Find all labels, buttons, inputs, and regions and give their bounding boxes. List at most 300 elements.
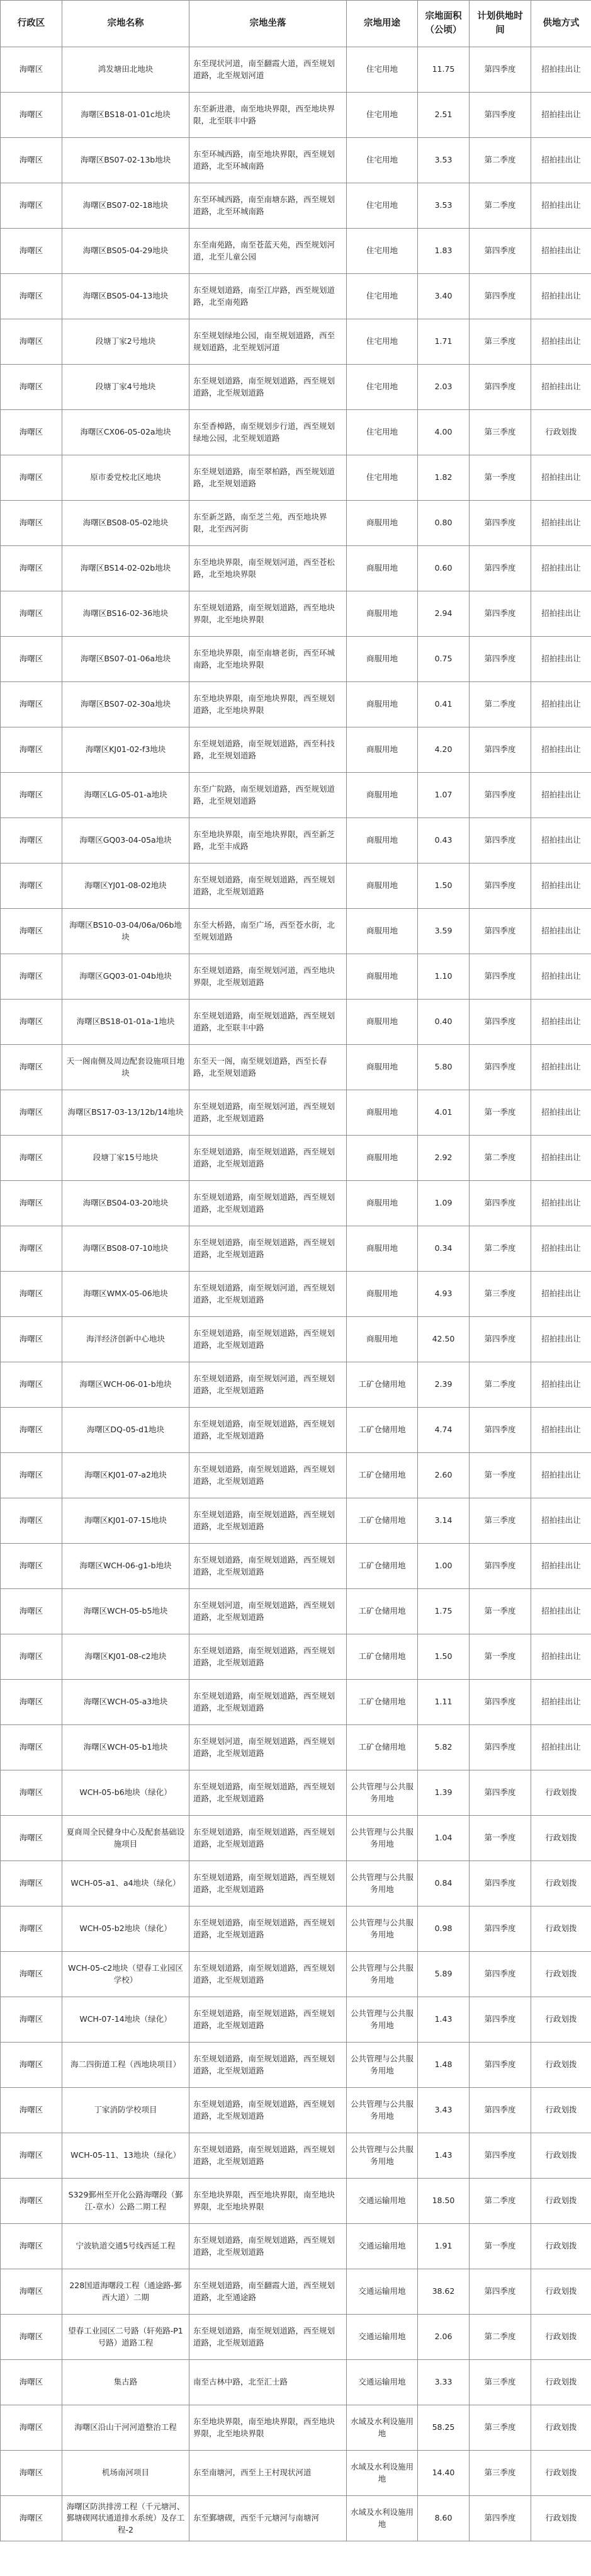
- cell-location: 东至规划道路，南至规划河道，西至规划道路，北至规划道路: [189, 1272, 347, 1317]
- cell-area: 1.11: [418, 1680, 470, 1725]
- cell-district: 海曙区: [1, 319, 62, 365]
- cell-location: 东至南塘河，西至上王村现状河道: [189, 2451, 347, 2496]
- cell-parcel-name: 段塘丁家2号地块: [62, 319, 189, 365]
- cell-district: 海曙区: [1, 1634, 62, 1680]
- cell-land-use: 商服用地: [347, 1090, 418, 1136]
- table-row: [1, 2224, 591, 2269]
- cell-district: 海曙区: [1, 1181, 62, 1226]
- cell-land-use: 工矿仓储用地: [347, 1408, 418, 1453]
- cell-location: 东至地块界限，南至地块界限，西至规划道路，北至地块界限: [189, 682, 347, 727]
- cell-land-use: 商服用地: [347, 1317, 418, 1362]
- cell-supply-method: 行政划拨: [531, 410, 591, 455]
- cell-supply-time: 第一季度: [470, 455, 531, 501]
- cell-land-use: 工矿仓储用地: [347, 1498, 418, 1544]
- cell-district: 海曙区: [1, 2043, 62, 2088]
- cell-parcel-name: WCH-07-14地块（绿化）: [62, 1997, 189, 2043]
- cell-parcel-name: 海曙区BS14-02-02b地块: [62, 546, 189, 591]
- cell-land-use: 住宅用地: [347, 455, 418, 501]
- cell-supply-time: 第四季度: [470, 2133, 531, 2179]
- cell-district: 海曙区: [1, 1226, 62, 1272]
- cell-supply-method: 招拍挂出让: [531, 1589, 591, 1634]
- cell-supply-time: 第四季度: [470, 229, 531, 274]
- cell-supply-time: 第四季度: [470, 1181, 531, 1226]
- cell-area: 5.89: [418, 1952, 470, 1997]
- cell-land-use: 公共管理与公共服务用地: [347, 1952, 418, 1997]
- table-row: [1, 2133, 591, 2179]
- cell-parcel-name: 天一阁南侧及周边配套设施项目地块: [62, 1045, 189, 1090]
- cell-supply-method: 招拍挂出让: [531, 47, 591, 93]
- cell-parcel-name: 海曙区BS16-02-36地块: [62, 591, 189, 637]
- cell-supply-time: 第三季度: [470, 2451, 531, 2496]
- cell-supply-time: 第四季度: [470, 1408, 531, 1453]
- cell-land-use: 公共管理与公共服务用地: [347, 1997, 418, 2043]
- cell-supply-time: 第四季度: [470, 727, 531, 773]
- cell-supply-method: 招拍挂出让: [531, 546, 591, 591]
- cell-area: 1.43: [418, 2133, 470, 2179]
- cell-parcel-name: WCH-05-11、13地块（绿化）: [62, 2133, 189, 2179]
- table-row: [1, 1906, 591, 1952]
- header-land-use: 宗地用途: [347, 1, 418, 47]
- cell-parcel-name: 原市委党校北区地块: [62, 455, 189, 501]
- cell-supply-time: 第四季度: [470, 1770, 531, 1816]
- cell-supply-time: 第四季度: [470, 93, 531, 138]
- cell-land-use: 工矿仓储用地: [347, 1725, 418, 1770]
- cell-area: 1.00: [418, 1544, 470, 1589]
- cell-parcel-name: 机场南河项目: [62, 2451, 189, 2496]
- cell-parcel-name: 228国道海曙段工程（通途路-鄞西大道）二期: [62, 2269, 189, 2315]
- cell-parcel-name: 海曙区BS07-02-30a地块: [62, 682, 189, 727]
- cell-area: 2.03: [418, 365, 470, 410]
- cell-area: 1.50: [418, 1634, 470, 1680]
- cell-district: 海曙区: [1, 909, 62, 954]
- cell-area: 0.41: [418, 682, 470, 727]
- cell-land-use: 水域及水利设施用地: [347, 2451, 418, 2496]
- table-row: [1, 410, 591, 455]
- cell-district: 海曙区: [1, 2269, 62, 2315]
- cell-district: 海曙区: [1, 1408, 62, 1453]
- cell-parcel-name: 海曙区BS07-01-06a地块: [62, 637, 189, 682]
- cell-location: 东至规划道路，南至规划河道，西至地块界限，北至规划道路: [189, 954, 347, 1000]
- cell-supply-method: 招拍挂出让: [531, 365, 591, 410]
- table-row: [1, 1997, 591, 2043]
- cell-supply-method: 招拍挂出让: [531, 455, 591, 501]
- cell-location: 东至规划道路，南至规划道路，西至规划道路，北至规划道路: [189, 1317, 347, 1362]
- cell-land-use: 公共管理与公共服务用地: [347, 1861, 418, 1906]
- cell-location: 东至规划道路，南至规划道路，西至规划道路，北至规划道路: [189, 2088, 347, 2133]
- cell-location: 东至地块界限，南至南塘老街，西至环城南路，北至地块界限: [189, 637, 347, 682]
- cell-location: 东至南苑路，南至苍蓝天苑，西至规划河道，北至儿童公园: [189, 229, 347, 274]
- cell-supply-method: 行政划拨: [531, 2088, 591, 2133]
- cell-location: 东至规划道路，南至规划河道，西至规划道路，北至规划道路: [189, 1090, 347, 1136]
- cell-land-use: 住宅用地: [347, 183, 418, 229]
- cell-district: 海曙区: [1, 138, 62, 183]
- cell-parcel-name: 宁波轨道交通5号线西延工程: [62, 2224, 189, 2269]
- cell-location: 东至新芝路，南至芝兰苑，西至地块界限，北至西河街: [189, 501, 347, 546]
- cell-parcel-name: 海曙区WMX-05-06地块: [62, 1272, 189, 1317]
- cell-supply-method: 行政划拨: [531, 2133, 591, 2179]
- header-row: [1, 1, 591, 47]
- cell-district: 海曙区: [1, 47, 62, 93]
- cell-district: 海曙区: [1, 1498, 62, 1544]
- cell-land-use: 商服用地: [347, 818, 418, 863]
- cell-land-use: 商服用地: [347, 1136, 418, 1181]
- cell-parcel-name: 海曙区KJ01-07-a2地块: [62, 1453, 189, 1498]
- cell-land-use: 交通运输用地: [347, 2269, 418, 2315]
- cell-land-use: 住宅用地: [347, 138, 418, 183]
- cell-supply-time: 第二季度: [470, 183, 531, 229]
- cell-location: 东至广院路，南至规划道路，西至规划道路，北至规划道路: [189, 773, 347, 818]
- cell-parcel-name: 夏商周全民健身中心及配套基础设施项目: [62, 1816, 189, 1861]
- cell-supply-method: 招拍挂出让: [531, 1226, 591, 1272]
- cell-area: 8.60: [418, 2496, 470, 2541]
- cell-parcel-name: 海洋经济创新中心地块: [62, 1317, 189, 1362]
- table-row: [1, 682, 591, 727]
- cell-supply-time: 第三季度: [470, 1272, 531, 1317]
- cell-supply-method: 行政划拨: [531, 1997, 591, 2043]
- cell-district: 海曙区: [1, 1725, 62, 1770]
- cell-area: 3.43: [418, 2088, 470, 2133]
- cell-supply-time: 第二季度: [470, 2179, 531, 2224]
- cell-location: 东至规划道路，南至规划道路，西至规划道路，北至规划道路: [189, 1770, 347, 1816]
- cell-supply-time: 第四季度: [470, 773, 531, 818]
- cell-supply-time: 第四季度: [470, 909, 531, 954]
- cell-parcel-name: 海曙区WCH-06-g1-b地块: [62, 1544, 189, 1589]
- cell-location: 东至规划道路，南至翠柏路，西至规划道路，北至规划道路: [189, 455, 347, 501]
- table-row: [1, 909, 591, 954]
- table-row: [1, 455, 591, 501]
- cell-supply-time: 第四季度: [470, 637, 531, 682]
- cell-district: 海曙区: [1, 229, 62, 274]
- cell-supply-time: 第二季度: [470, 2315, 531, 2360]
- cell-district: 海曙区: [1, 682, 62, 727]
- cell-supply-method: 招拍挂出让: [531, 1680, 591, 1725]
- cell-area: 4.01: [418, 1090, 470, 1136]
- cell-supply-time: 第四季度: [470, 2496, 531, 2541]
- cell-area: 0.80: [418, 501, 470, 546]
- cell-supply-time: 第四季度: [470, 2269, 531, 2315]
- cell-land-use: 商服用地: [347, 727, 418, 773]
- cell-supply-method: 行政划拨: [531, 2269, 591, 2315]
- table-row: [1, 1816, 591, 1861]
- cell-supply-method: 行政划拨: [531, 1816, 591, 1861]
- cell-parcel-name: 海曙区GQ03-04-05a地块: [62, 818, 189, 863]
- cell-area: 1.39: [418, 1770, 470, 1816]
- cell-location: 东至规划道路，南至规划道路，西至规划道路，北至规划道路: [189, 1906, 347, 1952]
- cell-supply-method: 行政划拨: [531, 1861, 591, 1906]
- cell-parcel-name: 海曙区LG-05-01-a地块: [62, 773, 189, 818]
- cell-supply-method: 招拍挂出让: [531, 1136, 591, 1181]
- cell-district: 海曙区: [1, 727, 62, 773]
- cell-parcel-name: 海曙区YJ01-08-02地块: [62, 863, 189, 909]
- table-row: [1, 591, 591, 637]
- cell-supply-time: 第三季度: [470, 2405, 531, 2451]
- cell-supply-time: 第三季度: [470, 319, 531, 365]
- cell-location: 东至规划道路，南至规划道路，西至规划道路，北至规划道路: [189, 2224, 347, 2269]
- cell-district: 海曙区: [1, 2179, 62, 2224]
- cell-district: 海曙区: [1, 501, 62, 546]
- cell-land-use: 交通运输用地: [347, 2179, 418, 2224]
- cell-district: 海曙区: [1, 637, 62, 682]
- cell-land-use: 住宅用地: [347, 319, 418, 365]
- table-row: [1, 365, 591, 410]
- table-row: [1, 1136, 591, 1181]
- cell-supply-method: 招拍挂出让: [531, 1181, 591, 1226]
- cell-district: 海曙区: [1, 1770, 62, 1816]
- cell-district: 海曙区: [1, 2451, 62, 2496]
- cell-district: 海曙区: [1, 410, 62, 455]
- table-row: [1, 2043, 591, 2088]
- cell-parcel-name: S329鄞州至开化公路海曙段（鄞江-章水）公路二期工程: [62, 2179, 189, 2224]
- cell-parcel-name: 海曙区WCH-06-01-b地块: [62, 1362, 189, 1408]
- cell-supply-method: 招拍挂出让: [531, 1000, 591, 1045]
- cell-district: 海曙区: [1, 2360, 62, 2405]
- cell-supply-method: 招拍挂出让: [531, 1544, 591, 1589]
- cell-parcel-name: WCH-05-b6地块（绿化）: [62, 1770, 189, 1816]
- cell-land-use: 水域及水利设施用地: [347, 2496, 418, 2541]
- cell-area: 4.00: [418, 410, 470, 455]
- table-row: [1, 183, 591, 229]
- cell-land-use: 公共管理与公共服务用地: [347, 2088, 418, 2133]
- cell-location: 东至鄞塘碶，西至千元塘河与南塘河: [189, 2496, 347, 2541]
- cell-supply-time: 第四季度: [470, 1045, 531, 1090]
- cell-land-use: 工矿仓储用地: [347, 1544, 418, 1589]
- cell-area: 1.10: [418, 954, 470, 1000]
- cell-district: 海曙区: [1, 1589, 62, 1634]
- cell-supply-time: 第一季度: [470, 1589, 531, 1634]
- cell-district: 海曙区: [1, 1816, 62, 1861]
- cell-district: 海曙区: [1, 591, 62, 637]
- cell-supply-time: 第四季度: [470, 863, 531, 909]
- cell-land-use: 水域及水利设施用地: [347, 2405, 418, 2451]
- cell-land-use: 商服用地: [347, 1181, 418, 1226]
- cell-land-use: 交通运输用地: [347, 2224, 418, 2269]
- cell-supply-method: 行政划拨: [531, 1770, 591, 1816]
- cell-parcel-name: 海二四街道工程（西地块项目）: [62, 2043, 189, 2088]
- cell-supply-method: 招拍挂出让: [531, 863, 591, 909]
- cell-location: 东至规划道路，南至规划道路，西至规划道路，北至规划道路: [189, 1952, 347, 1997]
- cell-land-use: 商服用地: [347, 863, 418, 909]
- cell-district: 海曙区: [1, 773, 62, 818]
- cell-parcel-name: 丁家消防学校项目: [62, 2088, 189, 2133]
- cell-district: 海曙区: [1, 365, 62, 410]
- table-row: [1, 138, 591, 183]
- cell-area: 11.75: [418, 47, 470, 93]
- cell-parcel-name: 望春工业园区二号路（轩苑路-P1号路）道路工程: [62, 2315, 189, 2360]
- cell-supply-method: 行政划拨: [531, 2315, 591, 2360]
- table-body: [1, 47, 591, 2541]
- cell-supply-time: 第一季度: [470, 1453, 531, 1498]
- cell-district: 海曙区: [1, 818, 62, 863]
- cell-land-use: 公共管理与公共服务用地: [347, 1906, 418, 1952]
- header-district: 行政区: [1, 1, 62, 47]
- cell-district: 海曙区: [1, 93, 62, 138]
- cell-location: 东至规划道路，南至规划道路，西至规划道路，北至规划道路: [189, 1861, 347, 1906]
- cell-district: 海曙区: [1, 1045, 62, 1090]
- cell-parcel-name: 海曙区BS07-02-18地块: [62, 183, 189, 229]
- cell-area: 5.80: [418, 1045, 470, 1090]
- cell-location: 东至规划道路，南至规划河道，西至规划道路，北至规划道路: [189, 1362, 347, 1408]
- cell-parcel-name: 海曙区BS08-07-10地块: [62, 1226, 189, 1272]
- cell-land-use: 住宅用地: [347, 229, 418, 274]
- cell-area: 2.39: [418, 1362, 470, 1408]
- table-row: [1, 1634, 591, 1680]
- cell-land-use: 工矿仓储用地: [347, 1589, 418, 1634]
- cell-supply-method: 招拍挂出让: [531, 818, 591, 863]
- table-row: [1, 1181, 591, 1226]
- cell-location: 东至规划道路，南至规划道路，西至规划道路，北至规划道路: [189, 863, 347, 909]
- cell-area: 0.75: [418, 637, 470, 682]
- cell-area: 14.40: [418, 2451, 470, 2496]
- cell-area: 1.07: [418, 773, 470, 818]
- cell-location: 东至地块界限，南至地块界限，西至新芝路，北至丰成路: [189, 818, 347, 863]
- cell-land-use: 商服用地: [347, 637, 418, 682]
- cell-supply-time: 第一季度: [470, 1634, 531, 1680]
- cell-supply-method: 行政划拨: [531, 2496, 591, 2541]
- cell-land-use: 住宅用地: [347, 93, 418, 138]
- cell-parcel-name: 海曙区WCH-05-a3地块: [62, 1680, 189, 1725]
- cell-area: 1.50: [418, 863, 470, 909]
- cell-supply-time: 第四季度: [470, 501, 531, 546]
- cell-area: 3.53: [418, 138, 470, 183]
- table-row: [1, 954, 591, 1000]
- cell-district: 海曙区: [1, 1952, 62, 1997]
- cell-location: 东至规划道路，南至规划道路，西至规划道路，北至规划道路: [189, 1498, 347, 1544]
- cell-district: 海曙区: [1, 1317, 62, 1362]
- cell-land-use: 公共管理与公共服务用地: [347, 2133, 418, 2179]
- cell-location: 东至规划道路，南至规划道路，西至规划道路，北至规划道路: [189, 1226, 347, 1272]
- cell-area: 4.74: [418, 1408, 470, 1453]
- cell-supply-method: 招拍挂出让: [531, 1272, 591, 1317]
- cell-area: 58.25: [418, 2405, 470, 2451]
- cell-land-use: 工矿仓储用地: [347, 1680, 418, 1725]
- table-row: [1, 1544, 591, 1589]
- table-row: [1, 1226, 591, 1272]
- cell-supply-method: 行政划拨: [531, 2224, 591, 2269]
- cell-location: 东至规划道路，南至规划道路，西至规划道路，北至规划道路: [189, 1997, 347, 2043]
- cell-area: 0.98: [418, 1906, 470, 1952]
- cell-supply-time: 第四季度: [470, 47, 531, 93]
- cell-supply-time: 第一季度: [470, 1090, 531, 1136]
- cell-location: 东至规划绿地公园，南至规划道路，西至规划道路，北至规划河道: [189, 319, 347, 365]
- cell-supply-time: 第二季度: [470, 1226, 531, 1272]
- cell-supply-method: 招拍挂出让: [531, 591, 591, 637]
- cell-district: 海曙区: [1, 1997, 62, 2043]
- cell-area: 0.60: [418, 546, 470, 591]
- cell-area: 1.04: [418, 1816, 470, 1861]
- cell-area: 2.92: [418, 1136, 470, 1181]
- cell-supply-method: 招拍挂出让: [531, 229, 591, 274]
- cell-area: 0.34: [418, 1226, 470, 1272]
- header-supply-time: 计划供地时间: [470, 1, 531, 47]
- cell-parcel-name: 集古路: [62, 2360, 189, 2405]
- cell-district: 海曙区: [1, 274, 62, 319]
- cell-parcel-name: 海曙区BS17-03-13/12b/14地块: [62, 1090, 189, 1136]
- cell-location: 东至大桥路，南至广场，西至苍水街，北至规划道路: [189, 909, 347, 954]
- cell-parcel-name: WCH-05-c2地块（望春工业园区学校）: [62, 1952, 189, 1997]
- cell-supply-method: 招拍挂出让: [531, 1317, 591, 1362]
- cell-location: 东至地块界限，南至地块界限，西至地块界限，北至地块界限: [189, 2405, 347, 2451]
- cell-supply-method: 招拍挂出让: [531, 682, 591, 727]
- cell-area: 2.60: [418, 1453, 470, 1498]
- cell-parcel-name: 海曙区BS08-05-02地块: [62, 501, 189, 546]
- cell-land-use: 工矿仓储用地: [347, 1634, 418, 1680]
- cell-area: 4.93: [418, 1272, 470, 1317]
- cell-parcel-name: WCH-05-b2地块（绿化）: [62, 1906, 189, 1952]
- cell-supply-method: 行政划拨: [531, 1952, 591, 1997]
- table-row: [1, 773, 591, 818]
- cell-parcel-name: 鸿发塘田北地块: [62, 47, 189, 93]
- table-header: [1, 1, 591, 47]
- table-row: [1, 1090, 591, 1136]
- cell-supply-time: 第四季度: [470, 591, 531, 637]
- cell-parcel-name: 海曙区CX06-05-02a地块: [62, 410, 189, 455]
- cell-area: 18.50: [418, 2179, 470, 2224]
- table-row: [1, 319, 591, 365]
- cell-area: 1.09: [418, 1181, 470, 1226]
- cell-parcel-name: 海曙区沿山干河河道整治工程: [62, 2405, 189, 2451]
- cell-supply-method: 招拍挂出让: [531, 138, 591, 183]
- cell-supply-method: 招拍挂出让: [531, 637, 591, 682]
- cell-supply-method: 行政划拨: [531, 2405, 591, 2451]
- cell-district: 海曙区: [1, 1136, 62, 1181]
- cell-supply-method: 招拍挂出让: [531, 1634, 591, 1680]
- cell-parcel-name: 海曙区KJ01-02-f3地块: [62, 727, 189, 773]
- cell-land-use: 公共管理与公共服务用地: [347, 2043, 418, 2088]
- cell-district: 海曙区: [1, 2405, 62, 2451]
- cell-district: 海曙区: [1, 1453, 62, 1498]
- cell-supply-time: 第四季度: [470, 1680, 531, 1725]
- cell-supply-time: 第四季度: [470, 1317, 531, 1362]
- cell-area: 1.91: [418, 2224, 470, 2269]
- cell-supply-method: 行政划拨: [531, 2451, 591, 2496]
- cell-parcel-name: 海曙区WCH-05-b5地块: [62, 1589, 189, 1634]
- cell-supply-method: 招拍挂出让: [531, 501, 591, 546]
- table-row: [1, 229, 591, 274]
- cell-area: 0.40: [418, 1000, 470, 1045]
- cell-location: 东至规划道路，南至规划道路，西至规划道路，北至规划道路: [189, 1544, 347, 1589]
- cell-location: 东至规划道路，南至翻霞大道，西至规划道路，北至通途路: [189, 2269, 347, 2315]
- cell-district: 海曙区: [1, 1272, 62, 1317]
- cell-location: 东至规划道路，南至规划道路，西至规划道路，北至规划道路: [189, 1453, 347, 1498]
- cell-land-use: 商服用地: [347, 1045, 418, 1090]
- cell-land-use: 住宅用地: [347, 365, 418, 410]
- cell-location: 东至规划道路，南至规划道路，西至规划道路，北至联丰中路: [189, 1000, 347, 1045]
- cell-location: 东至环城西路，南至南塘东路，西至规划道路，北至环城南路: [189, 183, 347, 229]
- cell-parcel-name: 海曙区BS07-02-13b地块: [62, 138, 189, 183]
- table-row: [1, 546, 591, 591]
- cell-parcel-name: 海曙区防洪排涝工程（千元塘河、鄞塘碶网状通道排水系统）及存工程-2: [62, 2496, 189, 2541]
- cell-location: 东至规划道路，南至规划道路，西至规划道路，北至规划道路: [189, 1408, 347, 1453]
- cell-parcel-name: 海曙区GQ03-01-04b地块: [62, 954, 189, 1000]
- cell-parcel-name: 海曙区KJ01-07-15地块: [62, 1498, 189, 1544]
- table-row: [1, 1770, 591, 1816]
- table-row: [1, 1589, 591, 1634]
- cell-supply-method: 招拍挂出让: [531, 954, 591, 1000]
- cell-location: 东至规划道路，南至规划道路，西至规划道路，北至规划道路: [189, 1680, 347, 1725]
- cell-parcel-name: 段塘丁家15号地块: [62, 1136, 189, 1181]
- header-area: 宗地面积（公顷）: [418, 1, 470, 47]
- cell-area: 1.71: [418, 319, 470, 365]
- cell-supply-time: 第四季度: [470, 1906, 531, 1952]
- cell-district: 海曙区: [1, 2496, 62, 2541]
- cell-area: 3.33: [418, 2360, 470, 2405]
- cell-supply-time: 第四季度: [470, 2088, 531, 2133]
- table-row: [1, 1408, 591, 1453]
- cell-supply-time: 第四季度: [470, 954, 531, 1000]
- cell-location: 东至规划河道，南至规划道路，西至规划道路，北至规划道路: [189, 1725, 347, 1770]
- cell-district: 海曙区: [1, 863, 62, 909]
- cell-district: 海曙区: [1, 2133, 62, 2179]
